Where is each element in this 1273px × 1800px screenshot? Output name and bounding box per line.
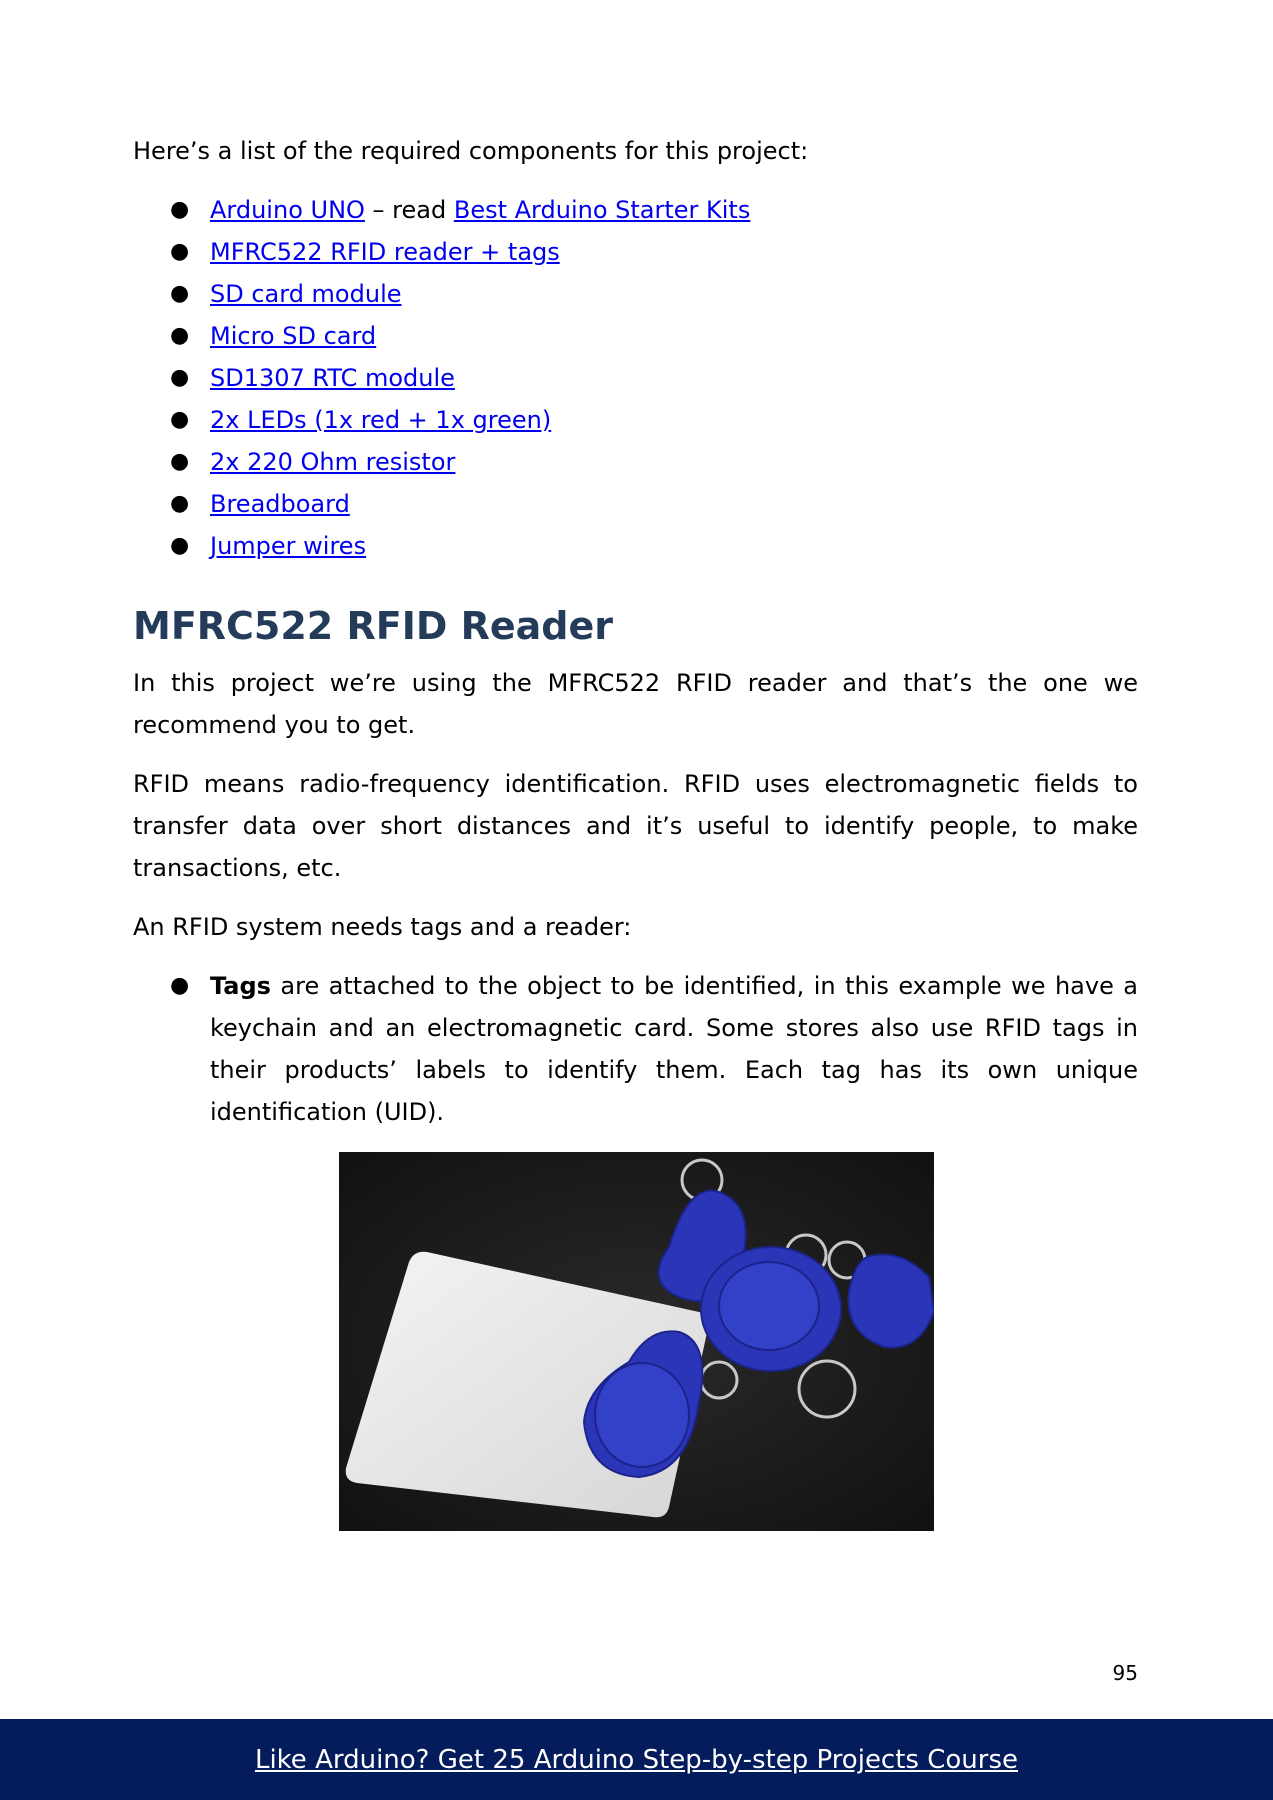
bullet-icon: ● bbox=[170, 197, 190, 222]
link-leds[interactable]: 2x LEDs (1x red + 1x green) bbox=[210, 406, 552, 434]
paragraph-reader: In this project we’re using the MFRC522 RFID reader and that’s the one we recommend you to get. bbox=[133, 669, 1138, 739]
paragraph-rfid-definition: RFID means radio-frequency identification. RFID uses electromagnetic fields to transfer data over short distances and it’s useful to identify people, to make transactions, etc. bbox=[133, 770, 1138, 882]
link-sd-card-module[interactable]: SD card module bbox=[210, 280, 402, 308]
link-micro-sd-card[interactable]: Micro SD card bbox=[210, 322, 377, 350]
tags-term: Tags bbox=[210, 972, 271, 1000]
list-item bbox=[133, 965, 1138, 1133]
tags-description: are attached to the object to be identified, in this example we have a keychain and an electromagnetic card. Some stores also use RFID tags in their products’ labels to identify them. Each tag has its own unique identification (UID). bbox=[210, 972, 1138, 1126]
list-item bbox=[133, 273, 1138, 315]
bullet-icon: ● bbox=[170, 407, 190, 432]
list-item bbox=[133, 315, 1138, 357]
link-mfrc522[interactable]: MFRC522 RFID reader + tags bbox=[210, 238, 560, 266]
bullet-icon: ● bbox=[170, 533, 190, 558]
tags-list bbox=[133, 965, 1138, 1133]
list-item-text: – read bbox=[364, 196, 454, 224]
list-item bbox=[133, 441, 1138, 483]
link-resistor[interactable]: 2x 220 Ohm resistor bbox=[210, 448, 456, 476]
link-breadboard[interactable]: Breadboard bbox=[210, 490, 350, 518]
bullet-icon: ● bbox=[170, 323, 190, 348]
page-number: 95 bbox=[1112, 1661, 1138, 1685]
footer-course-link[interactable]: Like Arduino? Get 25 Arduino Step-by-step Projects Course bbox=[254, 1744, 1019, 1775]
bullet-icon: ● bbox=[170, 239, 190, 264]
rfid-tags-photo bbox=[339, 1152, 934, 1531]
list-item bbox=[133, 399, 1138, 441]
page-content bbox=[133, 130, 1138, 1133]
paragraph-rfid-system: An RFID system needs tags and a reader: bbox=[133, 913, 632, 941]
link-arduino-uno[interactable]: Arduino UNO bbox=[210, 196, 365, 224]
link-jumper-wires[interactable]: Jumper wires bbox=[210, 532, 367, 560]
list-item bbox=[133, 357, 1138, 399]
rfid-tags-illustration bbox=[339, 1152, 934, 1531]
bullet-icon: ● bbox=[170, 449, 190, 474]
footer-banner bbox=[0, 1719, 1273, 1800]
components-list bbox=[133, 189, 1138, 567]
list-item bbox=[133, 483, 1138, 525]
bullet-icon: ● bbox=[170, 365, 190, 390]
bullet-icon: ● bbox=[170, 281, 190, 306]
list-item bbox=[133, 231, 1138, 273]
link-best-arduino-starter-kits[interactable]: Best Arduino Starter Kits bbox=[453, 196, 751, 224]
list-item bbox=[133, 525, 1138, 567]
section-heading: MFRC522 RFID Reader bbox=[133, 604, 613, 648]
list-item bbox=[133, 189, 1138, 231]
bullet-icon: ● bbox=[170, 973, 190, 998]
bullet-icon: ● bbox=[170, 491, 190, 516]
intro-text: Here’s a list of the required components for this project: bbox=[133, 137, 809, 165]
link-rtc-module[interactable]: SD1307 RTC module bbox=[210, 364, 455, 392]
